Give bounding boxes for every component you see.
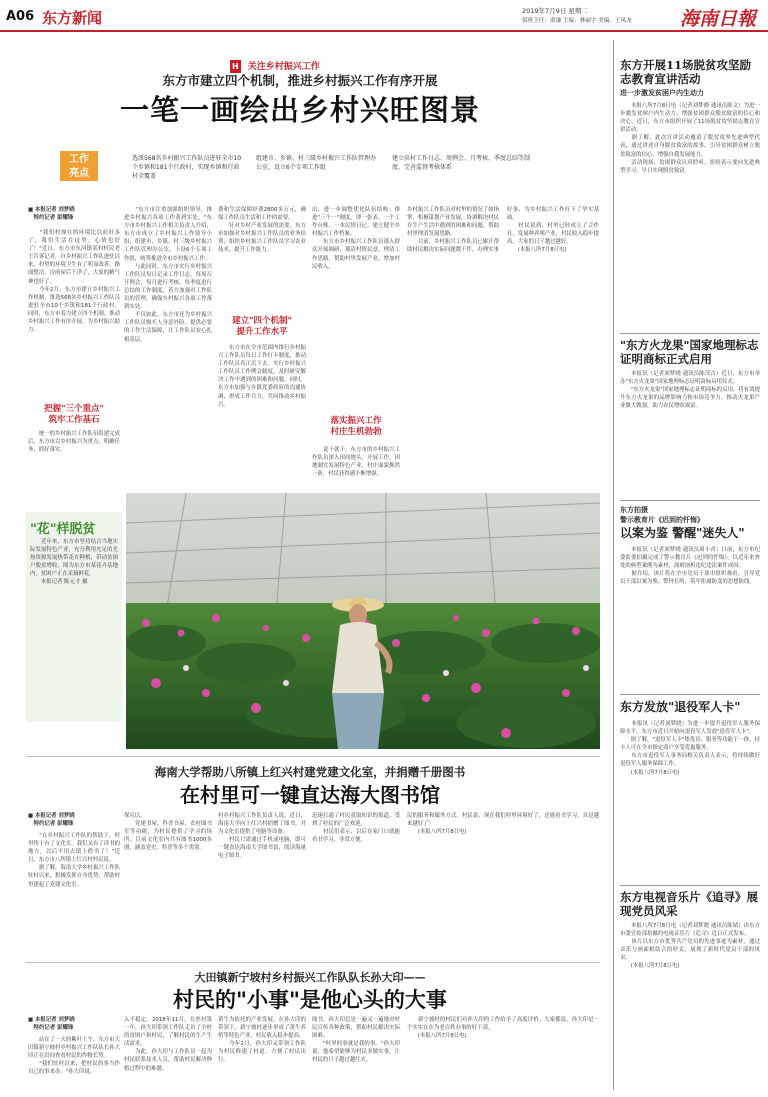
story2-kicker: 海南大学帮助八所镇上红兴村建党建文化室，并捐赠千册图书 xyxy=(154,765,466,779)
side4-headline: 东方发放"退役军人卡" xyxy=(620,700,741,714)
side3-headline: 以案为鉴 警醒"迷失人" xyxy=(620,526,745,540)
story3-byline: ■ 本报记者 刘梦晓 特约记者 彭耀锋 xyxy=(28,1017,75,1032)
side2-body: 本报讯（记者刘梦晓 通讯员陈茂吉）近日，东方市举办"东方火龙果"国家地理标志证明商标启用仪式。 "东方火龙果"国家地理标志证明商标的启用，将有效提升东方火龙果的品牌影响力和市场竞争力，推动火龙果产业做大做强，助力农民增收致富。 xyxy=(620,371,760,410)
story2-col1: "在乡村振兴工作队的帮助下，村里终于有了文化室。我们又有了读书的地方，以后不用去镇上借书了！"近日，东方市八所镇上红兴村村民说。 据了解，海南大学乡村振兴工作队驻村以来，积极发挥自身优势，帮助村里建起了党建文化室。 xyxy=(28,833,120,888)
story3-kicker: 大田镇新宁坡村乡村振兴工作队队长孙大印—— xyxy=(194,971,426,984)
side3-sub: 警示教育片《迟到的忏悔》 xyxy=(620,516,704,524)
side1-body: 本报八所7月8日电（记者刘梦晓 通讯员陈文）为进一步激发贫困户内生动力，增强贫困群众脱贫致富的信心和决心，近日，东方市组织开展了11场脱贫攻坚励志教育宣讲活动。 据了解，此次宣讲活动邀请了脱贫攻坚先进典型代表，通过讲述自身脱贫致富的故事，引导贫困群众树立脱贫致富的信心，增强自我发展能力。 活动现场，贫困群众认真聆听，纷纷表示要向先进典型学习，早日实现脱贫致富。 xyxy=(620,103,760,174)
photo-caption: 近年来，东方市坚持结合当地实际发展特色产业，充分利用充足的光热资源发展热带花卉种植，带动贫困户脱贫增收。图为东方市某花卉基地内，贫困户正在采摘鲜花。 本报记者 陈元才 摄 xyxy=(30,539,118,586)
lead-body-col3: 费和生活保障经费2800多万元，确保工作队员生活和工作的需要。 针对乡村产业发展的需要，东方市加强对乡村振兴工作队员的业务培训，组织乡村振兴工作队员学习农业技术，提升工作能力。 xyxy=(218,207,306,254)
highlight-label xyxy=(60,151,98,181)
highlight-box xyxy=(52,147,542,185)
section-tag xyxy=(230,54,320,72)
right-rule-1 xyxy=(620,333,760,334)
greenhouse-photo-image xyxy=(126,493,600,749)
section-name: 东方新闻 xyxy=(42,9,103,27)
lead-kicker: 东方市建立四个机制，推进乡村振兴工作有序开展 xyxy=(162,73,438,88)
side3-kicker: 东方拍摄 xyxy=(620,506,648,514)
side3-body: 本报讯（记者刘梦晓 通讯员周小青）日前，东方市纪委监委拍摄完成了警示教育片《迟到的忏悔》，以近年来查处的典型案例为素材，深刻剖析违纪违法案件成因。 据介绍，该片将在全市党员干部中组织观看，引导党员干部以案为鉴、警钟长鸣，筑牢拒腐防变的思想防线。 xyxy=(620,547,760,586)
highlight-item-1: 选派568名乡村振兴工作队员进驻全市10个乡镇和181个行政村，实现乡镇和行政村全覆盖 xyxy=(132,155,242,180)
lead-body-col5: 乡村振兴工作队员对村里的情况了如指掌，积极谋划产业发展，协调解决村民在生产生活中遇到的困难和问题，帮助村里理清发展思路。 目前，乡村振兴工作队员已累计帮助村民解决实际问题数千件，办理实事好事，为乡村振兴工作打下了坚实基础。 村民说到，村里已经成立了合作社，发展种养殖产业，村民收入稳步提高，大家的日子越过越好。 (本报八所7月8日电) xyxy=(407,207,599,254)
lead-body-col3b: 东方市在全市范围内推行乡村振兴工作队员每日工作打卡制度，推动工作队员真正沉下去。实行乡村振兴工作队员工作例会制度，及时研究解决工作中遇到的困难和问题。同时，东方市加强与乡镇党委政府的沟通协调，形成工作合力，共同推动乡村振兴。 xyxy=(218,345,306,408)
lead-body-col2: "东方市注重加强组织领导，推进乡村振兴各项工作落到实处。"东方市乡村振兴工作相关负责人介绍，东方市成立了乡村振兴工作领导小组，组建市、乡镇、村三级乡村振兴工作队管理办公室，下设6个专项工作组，统筹推进全市乡村振兴工作。 与此同时，东方市实行乡村振兴工作队员每日记录工作日志，每周召开例会，每月进行考核，每季度进行总结的工作制度，着力加强对工作队员的管理，确保乡村振兴各项工作落到实处。 不仅如此，东方市还为乡村振兴工作队员购买人身意外险，提供必要的工作生活保障，让工作队员安心扎根基层。 xyxy=(124,207,212,343)
lead-body-col1: "我们村现在的环境比以前好多了，我们生活在这里，心情也好了！"近日，东方市东河镇某村村民老王告诉记者，自乡村振兴工作队进驻以来，村里的环境卫生有了明显改善，路面整洁，房前屋后干净了，大家的精气神也好了。 今年2月，东方市建立乡村振兴工作机制，推选568名乡村振兴工作队员进驻全市10个乡镇和181个行政村。同时，东方市着力建立四个机制，推动乡村振兴工作有序开展，为乡村振兴助力。 xyxy=(28,230,120,334)
lead-byline: ■ 本报记者 刘梦晓 特约记者 彭耀锋 xyxy=(28,207,75,222)
photo-left-panel xyxy=(26,512,122,722)
highlight-item-2: 组建市、乡镇、村三级乡村振兴工作队管理办公室，设立6个专项工作组 xyxy=(256,155,377,171)
editors-line: 值班主任：俞谦 主编：林丽宇 美编：王凤龙 xyxy=(522,18,632,24)
side5-body: 本报八所7月8日电（记者刘梦晓 通讯员陈婧）由东方市委宣传部拍摄的电视音乐片《追寻》近日正式发布。 该片以东方市优秀共产党员的先进事迹为素材，通过音乐与画面相结合的形式，展现了新时代党员干部的风采。 (本报八所7月8日电) xyxy=(620,923,760,970)
column-divider xyxy=(613,40,614,1090)
story3-col4: 阅书，孙大印总是一遍又一遍地对村民宣传各种政策，帮助村民解决实际困难。 "村里的事就是我的事。"孙大印说，他希望能够为村民多做实事，让村民的日子越过越红火。 xyxy=(312,1017,400,1064)
right-rule-2 xyxy=(620,500,760,501)
story3-col5: 新宁坡村的村民们对孙大印的工作给予了高度评价。大家都说，孙大印是一个实实在在为老百姓办事的好干部。 (本报八所7月8日电) xyxy=(407,1017,599,1040)
lead-body-col4b: 说干就干，东方市的乡村振兴工作队员深入田间地头，开展工作，因地制宜发展特色产业，村庄面貌焕然一新，村民获得感不断增强。 xyxy=(312,447,400,478)
story3-col3: 黄牛为依托的产业发展，在孙大印的带领下，新宁坡村逐步形成了黄牛养殖等特色产业，村民收入稳步提高。 今年2月，孙大印又带领工作队为村民修建了村道，方便了村民出行。 xyxy=(218,1017,306,1064)
photo-title: "花"样脱贫 xyxy=(30,522,96,537)
story2-headline: 在村里可一键直达海大图书馆 xyxy=(180,783,440,807)
side4-body: 本报讯（记者刘梦晓）为进一步提升退役军人服务保障水平，东方市近日开始向退役军人发放"退役军人卡"。 据了解，"退役军人卡"集优待、服务等功能于一体，持卡人可在全市指定商户享受优惠服务。 东方市退役军人事务局相关负责人表示，将持续做好退役军人服务保障工作。 (本报八所7月8日电) xyxy=(620,721,760,776)
story2-col4: 迅速打通了村民获取知识的渠道，受到了村民的广泛欢迎。 村民们表示，以后在家门口就能看书学习，非常方便。 xyxy=(312,813,400,844)
paper-logo: 海南日報 xyxy=(680,8,757,30)
story3-top-rule xyxy=(26,962,600,963)
story2-top-rule xyxy=(26,756,600,757)
story2-col5: 民的服务和服务方式。村民说，现在我们村里环境好了，还能看书学习，真是越来越好了！ (本报八所7月8日电) xyxy=(407,813,599,836)
story3-col1: 站在了一天的紫叶上午，东方市大田镇新宁坡村乡村振兴工作队队长孙大印正在田间查看村民的作物长势。 "我们驻村以来，把村民的事当作自己的事来办。"孙大印说。 xyxy=(28,1037,120,1076)
highlight-label-line2: 亮点 xyxy=(69,168,89,179)
story2-col3: 村乡村振兴工作队负责人说，近日，海南大学向上红兴村捐赠了图书，并为文化室提供了电脑等设备。 村民只需通过手机或电脑，即可一键直达海南大学图书馆，阅读海量电子图书。 xyxy=(218,813,306,860)
lead-subhead-2: 建立"四个机制" 提升工作水平 xyxy=(232,316,292,337)
lead-body-col4: 出，进一步调整优化队伍结构；推进"三个一"制度，即一张表、一个工作台账、一本民情日记，建立健全乡村振兴工作档案。 东方市乡村振兴工作队员深入群众开展调研，摸清村情民意，理清工作思路，帮助村里发展产业，增加村民收入。 xyxy=(312,207,400,270)
lead-headline: 一笔一画绘出乡村兴旺图景 xyxy=(119,93,480,127)
right-rule-3 xyxy=(620,694,760,695)
story2-byline: ■ 本报记者 刘梦晓 特约记者 彭耀锋 xyxy=(28,813,75,828)
story3-col2: 入不稳定。2018年11月，在驻村第一年，孙大印带领工作队走访了全村的贫困户和村民，了解村民的生产生活需求。 为此，孙大印与工作队员一起为村民联系技术人员，帮助村民解决种植过程中的难题。 xyxy=(124,1017,212,1072)
highlight-item-3: 建立驻村工作日志、周例会、月考核、季度总结等制度，完善监督考核体系 xyxy=(392,155,531,171)
story2-col2: 探究以。 党建书屋、科普书屋、农村图书室等功能，为村民提供了学习的场所。目前文化室内共有图书1000多册，涵盖党史、科普等多个类别。 xyxy=(124,813,212,852)
highlight-label-line1: 工作 xyxy=(69,154,89,165)
lead-subhead-3: 落实振兴工作 村庄生机勃勃 xyxy=(330,416,382,437)
story3-headline: 村民的"小事"是他心头的大事 xyxy=(173,987,447,1012)
feature-photo xyxy=(126,493,600,749)
page-number: A06 xyxy=(6,9,35,24)
lead-body-col1b: 统一的乡村振兴工作队伍组建完成后，东方市以乡村振兴为重点，明确任务，抓好落实。 xyxy=(28,431,120,454)
side5-headline: 东方电视音乐片《追寻》展现党员风采 xyxy=(620,890,758,918)
side2-headline: "东方火龙果"国家地理标志证明商标正式启用 xyxy=(620,338,759,366)
lead-subhead-1: 把握"三个重点" 筑牢工作基石 xyxy=(44,404,104,425)
side1-sub: 进一步激发贫困户内生动力 xyxy=(620,89,704,97)
tag-label: 关注乡村振兴工作 xyxy=(247,62,320,72)
tag-mark: H xyxy=(232,62,239,71)
side1-headline: 东方开展11场脱贫攻坚励志教育宣讲活动 xyxy=(620,58,752,86)
right-rule-4 xyxy=(620,885,760,886)
date-line: 2019年7月9日 星期二 xyxy=(522,7,588,15)
masthead xyxy=(0,0,768,30)
masthead-rule xyxy=(0,30,768,32)
